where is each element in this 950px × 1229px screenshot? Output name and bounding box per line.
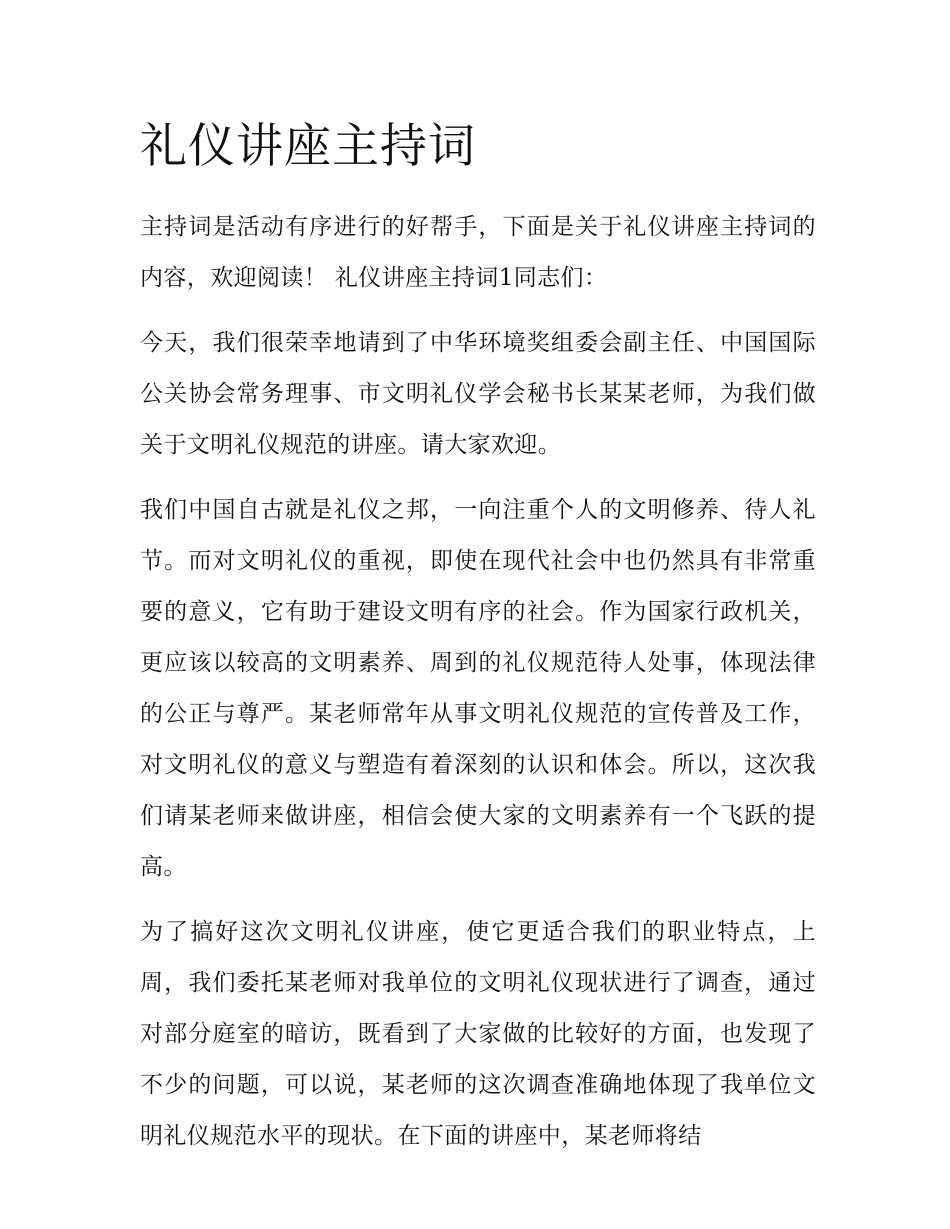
paragraph-welcome-guest: 今天，我们很荣幸地请到了中华环境奖组委会副主任、中国国际公关协会常务理事、市文明礼仪学会秘书长某某老师，为我们做关于文明礼仪规范的讲座。请大家欢迎。 [140,330,816,458]
document-body [140,112,816,1162]
paragraph-survey: 为了搞好这次文明礼仪讲座，使它更适合我们的职业特点，上周，我们委托某老师对我单位的文明礼仪现状进行了调查，通过对部分庭室的暗访，既看到了大家做的比较好的方面，也发现了不少的问题，可以说，某老师的这次调查准确地体现了我单位文明礼仪规范水平的现状。在下面的讲座中，某老师将结 [140,919,816,1149]
document-title: 礼仪讲座主持词 [140,119,476,174]
paragraph-intro: 主持词是活动有序进行的好帮手，下面是关于礼仪讲座主持词的内容，欢迎阅读！ 礼仪讲座主持词1同志们： [140,214,816,291]
paragraph-etiquette-importance: 我们中国自古就是礼仪之邦，一向注重个人的文明修养、待人礼节。而对文明礼仪的重视，即使在现代社会中也仍然具有非常重要的意义，它有助于建设文明有序的社会。作为国家行政机关，更应该以较高的文明素养、周到的礼仪规范待人处事，体现法律的公正与尊严。某老师常年从事文明礼仪规范的宣传普及工作，对文明礼仪的意义与塑造有着深刻的认识和体会。所以，这次我们请某老师来做讲座，相信会使大家的文明素养有一个飞跃的提高。 [140,497,816,880]
